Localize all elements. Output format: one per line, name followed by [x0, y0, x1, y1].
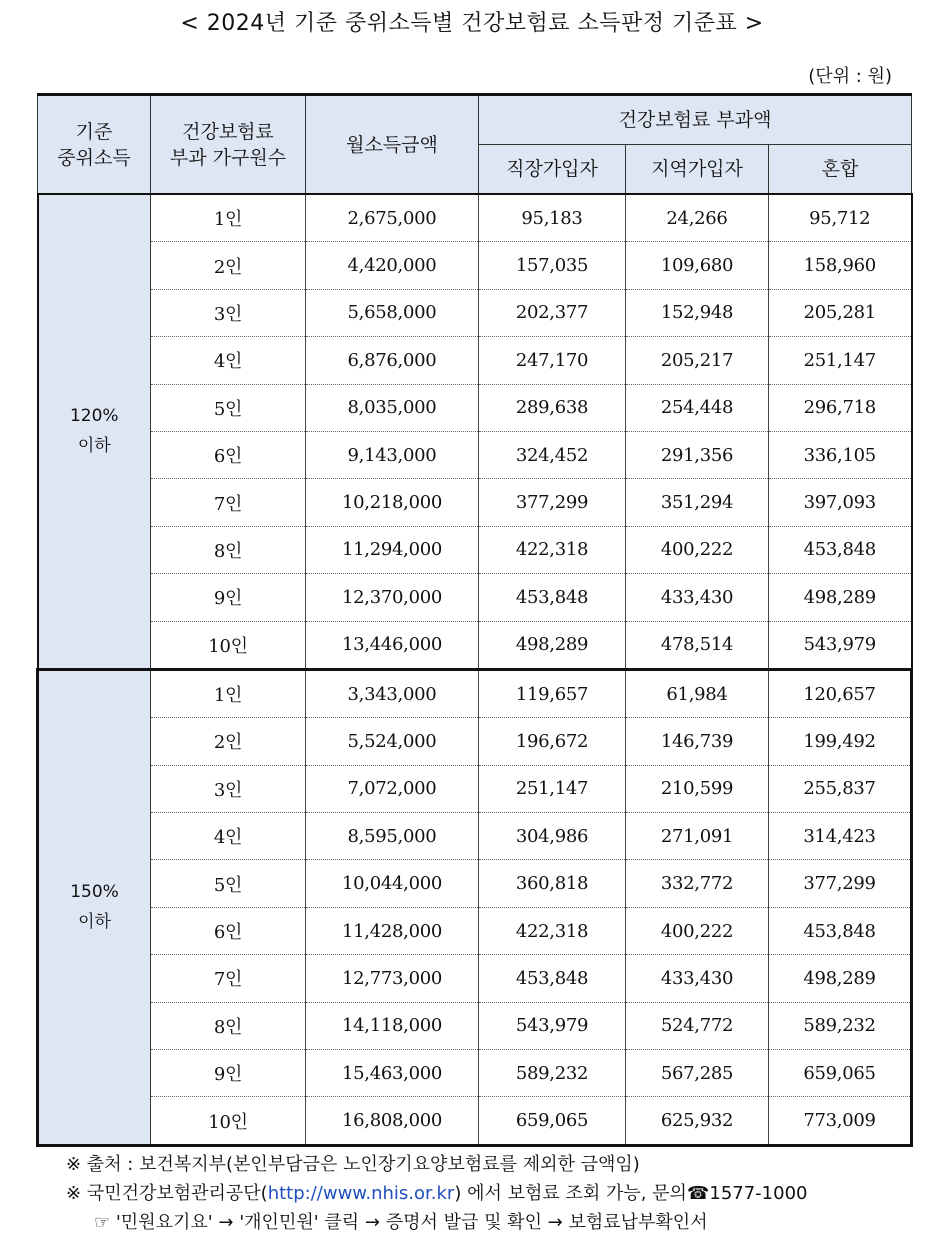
- note-source: ※ 출처 : 보건복지부(본인부담금은 노인장기요양보험료를 제외한 금액임): [66, 1154, 640, 1175]
- mixed-premium-cell: 453,848: [769, 907, 912, 954]
- monthly-income-cell: 3,343,000: [306, 669, 479, 717]
- table-row: [38, 194, 912, 242]
- table-row: [38, 718, 912, 765]
- employee-premium-cell: 422,318: [479, 907, 626, 954]
- regional-premium-cell: 351,294: [626, 479, 769, 526]
- unit-label: (단위 : 원): [808, 66, 892, 87]
- table-row: [38, 621, 912, 669]
- mixed-premium-cell: 498,289: [769, 574, 912, 621]
- monthly-income-cell: 12,773,000: [306, 955, 479, 1002]
- regional-premium-cell: 524,772: [626, 1002, 769, 1049]
- monthly-income-cell: 5,658,000: [306, 289, 479, 336]
- header-employee: 직장가입자: [479, 145, 626, 195]
- mixed-premium-cell: 255,837: [769, 765, 912, 812]
- regional-premium-cell: 24,266: [626, 194, 769, 242]
- household-size-cell: 5인: [151, 860, 306, 907]
- monthly-income-cell: 13,446,000: [306, 621, 479, 669]
- household-size-cell: 9인: [151, 1050, 306, 1097]
- employee-premium-cell: 157,035: [479, 242, 626, 289]
- mixed-premium-cell: 589,232: [769, 1002, 912, 1049]
- household-size-cell: 5인: [151, 384, 306, 431]
- group-120: [38, 194, 912, 669]
- regional-premium-cell: 478,514: [626, 621, 769, 669]
- header-premium-group: 건강보험료 부과액: [479, 95, 912, 145]
- footnotes: [66, 1150, 807, 1237]
- regional-premium-cell: 61,984: [626, 669, 769, 717]
- table-row: [38, 384, 912, 431]
- table-row: [38, 242, 912, 289]
- regional-premium-cell: 291,356: [626, 431, 769, 478]
- regional-premium-cell: 625,932: [626, 1097, 769, 1145]
- employee-premium-cell: 589,232: [479, 1050, 626, 1097]
- mixed-premium-cell: 158,960: [769, 242, 912, 289]
- employee-premium-cell: 453,848: [479, 955, 626, 1002]
- household-size-cell: 6인: [151, 907, 306, 954]
- mixed-premium-cell: 543,979: [769, 621, 912, 669]
- header-mixed: 혼합: [769, 145, 912, 195]
- monthly-income-cell: 15,463,000: [306, 1050, 479, 1097]
- employee-premium-cell: 324,452: [479, 431, 626, 478]
- mixed-premium-cell: 314,423: [769, 813, 912, 860]
- regional-premium-cell: 433,430: [626, 955, 769, 1002]
- monthly-income-cell: 10,218,000: [306, 479, 479, 526]
- table-row: [38, 431, 912, 478]
- regional-premium-cell: 433,430: [626, 574, 769, 621]
- mixed-premium-cell: 95,712: [769, 194, 912, 242]
- household-size-cell: 4인: [151, 337, 306, 384]
- household-size-cell: 1인: [151, 669, 306, 717]
- table-row: [38, 813, 912, 860]
- table-row: [38, 1050, 912, 1097]
- employee-premium-cell: 289,638: [479, 384, 626, 431]
- household-size-cell: 2인: [151, 242, 306, 289]
- table-row: [38, 1002, 912, 1049]
- monthly-income-cell: 5,524,000: [306, 718, 479, 765]
- table-header: [38, 95, 912, 195]
- monthly-income-cell: 2,675,000: [306, 194, 479, 242]
- header-household-size: 건강보험료 부과 가구원수: [151, 95, 306, 195]
- household-size-cell: 10인: [151, 621, 306, 669]
- employee-premium-cell: 304,986: [479, 813, 626, 860]
- employee-premium-cell: 251,147: [479, 765, 626, 812]
- table-row: [38, 860, 912, 907]
- employee-premium-cell: 247,170: [479, 337, 626, 384]
- monthly-income-cell: 16,808,000: [306, 1097, 479, 1145]
- table-row: [38, 1097, 912, 1145]
- household-size-cell: 7인: [151, 479, 306, 526]
- household-size-cell: 3인: [151, 765, 306, 812]
- income-criteria-table: [36, 93, 913, 1147]
- household-size-cell: 9인: [151, 574, 306, 621]
- regional-premium-cell: 210,599: [626, 765, 769, 812]
- household-size-cell: 6인: [151, 431, 306, 478]
- header-regional: 지역가입자: [626, 145, 769, 195]
- table-row: [38, 479, 912, 526]
- employee-premium-cell: 196,672: [479, 718, 626, 765]
- group-150: [38, 669, 912, 1145]
- mixed-premium-cell: 377,299: [769, 860, 912, 907]
- monthly-income-cell: 12,370,000: [306, 574, 479, 621]
- regional-premium-cell: 332,772: [626, 860, 769, 907]
- household-size-cell: 1인: [151, 194, 306, 242]
- monthly-income-cell: 8,035,000: [306, 384, 479, 431]
- mixed-premium-cell: 659,065: [769, 1050, 912, 1097]
- household-size-cell: 10인: [151, 1097, 306, 1145]
- regional-premium-cell: 254,448: [626, 384, 769, 431]
- regional-premium-cell: 400,222: [626, 907, 769, 954]
- group-label: 120% 이하: [38, 194, 151, 669]
- mixed-premium-cell: 498,289: [769, 955, 912, 1002]
- table-row: [38, 907, 912, 954]
- regional-premium-cell: 109,680: [626, 242, 769, 289]
- household-size-cell: 4인: [151, 813, 306, 860]
- employee-premium-cell: 119,657: [479, 669, 626, 717]
- table-row: [38, 765, 912, 812]
- nhis-link[interactable]: http://www.nhis.or.kr: [267, 1183, 455, 1204]
- page-title: < 2024년 기준 중위소득별 건강보험료 소득판정 기준표 >: [180, 11, 764, 36]
- table-row: [38, 526, 912, 573]
- mixed-premium-cell: 397,093: [769, 479, 912, 526]
- header-monthly-income: 월소득금액: [306, 95, 479, 195]
- mixed-premium-cell: 120,657: [769, 669, 912, 717]
- employee-premium-cell: 453,848: [479, 574, 626, 621]
- monthly-income-cell: 9,143,000: [306, 431, 479, 478]
- monthly-income-cell: 14,118,000: [306, 1002, 479, 1049]
- regional-premium-cell: 567,285: [626, 1050, 769, 1097]
- table-row: [38, 669, 912, 717]
- employee-premium-cell: 498,289: [479, 621, 626, 669]
- household-size-cell: 7인: [151, 955, 306, 1002]
- regional-premium-cell: 146,739: [626, 718, 769, 765]
- table-row: [38, 337, 912, 384]
- regional-premium-cell: 271,091: [626, 813, 769, 860]
- employee-premium-cell: 422,318: [479, 526, 626, 573]
- regional-premium-cell: 400,222: [626, 526, 769, 573]
- regional-premium-cell: 152,948: [626, 289, 769, 336]
- mixed-premium-cell: 205,281: [769, 289, 912, 336]
- note-inquiry: ※ 국민건강보험관리공단(http://www.nhis.or.kr) 에서 보험료 조회 가능, 문의☎1577-1000: [66, 1183, 808, 1204]
- note-steps: ☞ '민원요기요' → '개인민원' 클릭 → 증명서 발급 및 확인 → 보험료납부확인서: [94, 1212, 708, 1233]
- monthly-income-cell: 11,428,000: [306, 907, 479, 954]
- household-size-cell: 2인: [151, 718, 306, 765]
- group-label: 150% 이하: [38, 669, 151, 1145]
- employee-premium-cell: 543,979: [479, 1002, 626, 1049]
- employee-premium-cell: 659,065: [479, 1097, 626, 1145]
- employee-premium-cell: 377,299: [479, 479, 626, 526]
- household-size-cell: 8인: [151, 526, 306, 573]
- table-row: [38, 955, 912, 1002]
- table-row: [38, 289, 912, 336]
- employee-premium-cell: 202,377: [479, 289, 626, 336]
- household-size-cell: 8인: [151, 1002, 306, 1049]
- household-size-cell: 3인: [151, 289, 306, 336]
- table-row: [38, 574, 912, 621]
- employee-premium-cell: 360,818: [479, 860, 626, 907]
- monthly-income-cell: 11,294,000: [306, 526, 479, 573]
- monthly-income-cell: 7,072,000: [306, 765, 479, 812]
- monthly-income-cell: 10,044,000: [306, 860, 479, 907]
- monthly-income-cell: 6,876,000: [306, 337, 479, 384]
- mixed-premium-cell: 773,009: [769, 1097, 912, 1145]
- monthly-income-cell: 8,595,000: [306, 813, 479, 860]
- mixed-premium-cell: 296,718: [769, 384, 912, 431]
- regional-premium-cell: 205,217: [626, 337, 769, 384]
- mixed-premium-cell: 453,848: [769, 526, 912, 573]
- employee-premium-cell: 95,183: [479, 194, 626, 242]
- monthly-income-cell: 4,420,000: [306, 242, 479, 289]
- mixed-premium-cell: 199,492: [769, 718, 912, 765]
- mixed-premium-cell: 251,147: [769, 337, 912, 384]
- header-median-income: 기준 중위소득: [38, 95, 151, 195]
- mixed-premium-cell: 336,105: [769, 431, 912, 478]
